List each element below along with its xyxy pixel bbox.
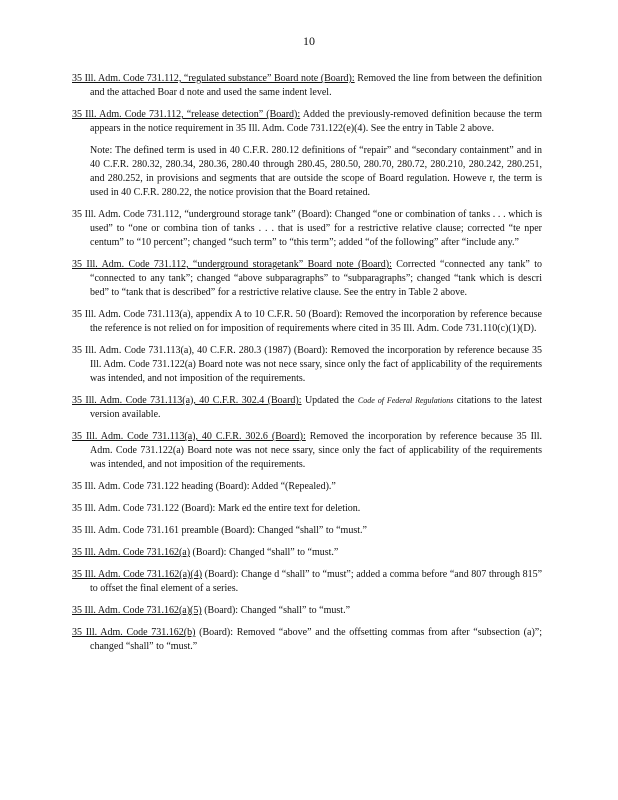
list-item (72, 480, 542, 494)
list-item (72, 258, 542, 300)
list-item (72, 394, 542, 422)
list-item (72, 208, 542, 250)
entry-citation: 35 Ill. Adm. Code 731.122 (Board): (72, 503, 216, 514)
entry-citation: 35 Ill. Adm. Code 731.113(a), 40 C.F.R. 302.4 (Board): (72, 395, 302, 406)
entry-text: Added “(Repealed).” (249, 481, 336, 492)
list-item (72, 308, 542, 336)
entry-text: Added the previously-removed definition because the term appears in the notice requirement in 35 Ill. Adm. Code 731.122(e)(4). See the entry in Table 2 above. (90, 109, 542, 134)
entry-citation: 35 Ill. Adm. Code 731.113(a), 40 C.F.R. 302.6 (Board): (72, 431, 306, 442)
entry-citation: 35 Ill. Adm. Code 731.162(b) (72, 627, 196, 638)
entry-citation: 35 Ill. Adm. Code 731.162(a) (72, 547, 191, 558)
list-item (72, 108, 542, 136)
entry-citation: 35 Ill. Adm. Code 731.112, “underground storagetank” Board note (Board): (72, 259, 392, 270)
entry-citation-tail: (Board): (202, 569, 239, 580)
list-item (72, 430, 542, 472)
entry-citation-tail: (Board): (190, 547, 227, 558)
list-item (72, 568, 542, 596)
entry-citation: 35 Ill. Adm. Code 731.113(a), appendix A to 10 C.F.R. 50 (Board): (72, 309, 343, 320)
list-item (72, 604, 542, 618)
entry-text: Changed “shall” to “must.” (226, 547, 339, 558)
list-item (72, 546, 542, 560)
list-item (72, 626, 542, 654)
entry-text: Removed the incorporation by reference because the reference is not relied on for imposition of requirements where cited in 35 Ill. Adm. Code 731.110(c)(1)(D). (90, 309, 542, 334)
entry-text: Mark ed the entire text for deletion. (215, 503, 361, 514)
entry-citation: 35 Ill. Adm. Code 731.122 heading (Board): (72, 481, 250, 492)
note-paragraph: Note: The defined term is used in 40 C.F.R. 280.12 definitions of “repair” and “secondary containment” and in 40 C.F.R. 280.32, 280.34, 280.36, 280.40 through 280.45, 280.50, 280.70, 280.72, 280.210, 280.242, 280.251, and 280.252, in provisions and segments that are outside the scope of Board regulation. Howeve r, the term is used in 40 C.F.R. 280.22, the notice provision that the Board retained. (90, 145, 542, 198)
entry-text: citations to the latest version available. (90, 395, 542, 420)
entry-citation: 35 Ill. Adm. Code 731.113(a), 40 C.F.R. 280.3 (1987) (Board): (72, 345, 328, 356)
list-item (72, 72, 542, 100)
entry-citation: 35 Ill. Adm. Code 731.112, “underground storage tank” (Board): (72, 209, 333, 220)
entry-citation: 35 Ill. Adm. Code 731.162(a)(5) (72, 605, 202, 616)
entry-text: Changed “shall” to “must.” (238, 605, 351, 616)
entry-text: Updated the (301, 395, 358, 406)
entry-citation: 35 Ill. Adm. Code 731.112, “release detection” (Board): (72, 109, 301, 120)
entry-text: Changed “shall” to “must.” (255, 525, 367, 536)
entry-text: Removed the incorporation by reference because 35 Ill. Adm. Code 731.122(a) Board note was not nece ssary, since only the fact of applicability of the requirements was intended, and not imposition of the requirements. (90, 345, 542, 384)
document-body (72, 72, 542, 662)
entry-citation: 35 Ill. Adm. Code 731.161 preamble (Board): (72, 525, 256, 536)
entry-text: Removed the incorporation by reference because 35 Ill. Adm. Code 731.122(a) Board note was not nece ssary, since only the fact of applicability of the requirements was intended, and not imposition of the requirements. (90, 431, 542, 470)
entry-citation-tail: (Board): (201, 605, 239, 616)
list-item (72, 344, 542, 386)
entry-text: Changed “one or combination of tanks . . . which is used” to “one or combina tion of tanks . . . that is used” for a restrictive relative clause; corrected “te nper centum” to “10 percent”; changed “such term” to “this term”; added “of the following” after “include any.” (90, 209, 542, 248)
entry-text: Removed “above” and the offsetting commas from after “subsection (a)”; changed “shall” to “must.” (90, 627, 542, 652)
page-number: 10 (303, 34, 315, 48)
entry-citation-tail: (Board): (195, 627, 234, 638)
entry-text: Removed the line from between the definition and the attached Boar d note and used the same indent level. (90, 73, 543, 98)
list-item (72, 524, 542, 538)
entry-citation: 35 Ill. Adm. Code 731.112, “regulated substance” Board note (Board): (72, 73, 355, 84)
entry-text: Corrected “connected any tank” to “connected to any tank”; changed “above subparagraphs” to “subparagraphs”; changed “tank which is descri bed” to “tank that is described” for a restrictive relative clause. See the entry in Table 2 above. (90, 259, 542, 298)
entry-citation: 35 Ill. Adm. Code 731.162(a)(4) (72, 569, 203, 580)
entry-text: Change d “shall” to “must”; added a comma before “and 807 through 815” to offset the final element of a series. (90, 569, 543, 594)
list-item (72, 502, 542, 516)
entry-italic-text: Code of Federal Regulations (357, 396, 454, 405)
